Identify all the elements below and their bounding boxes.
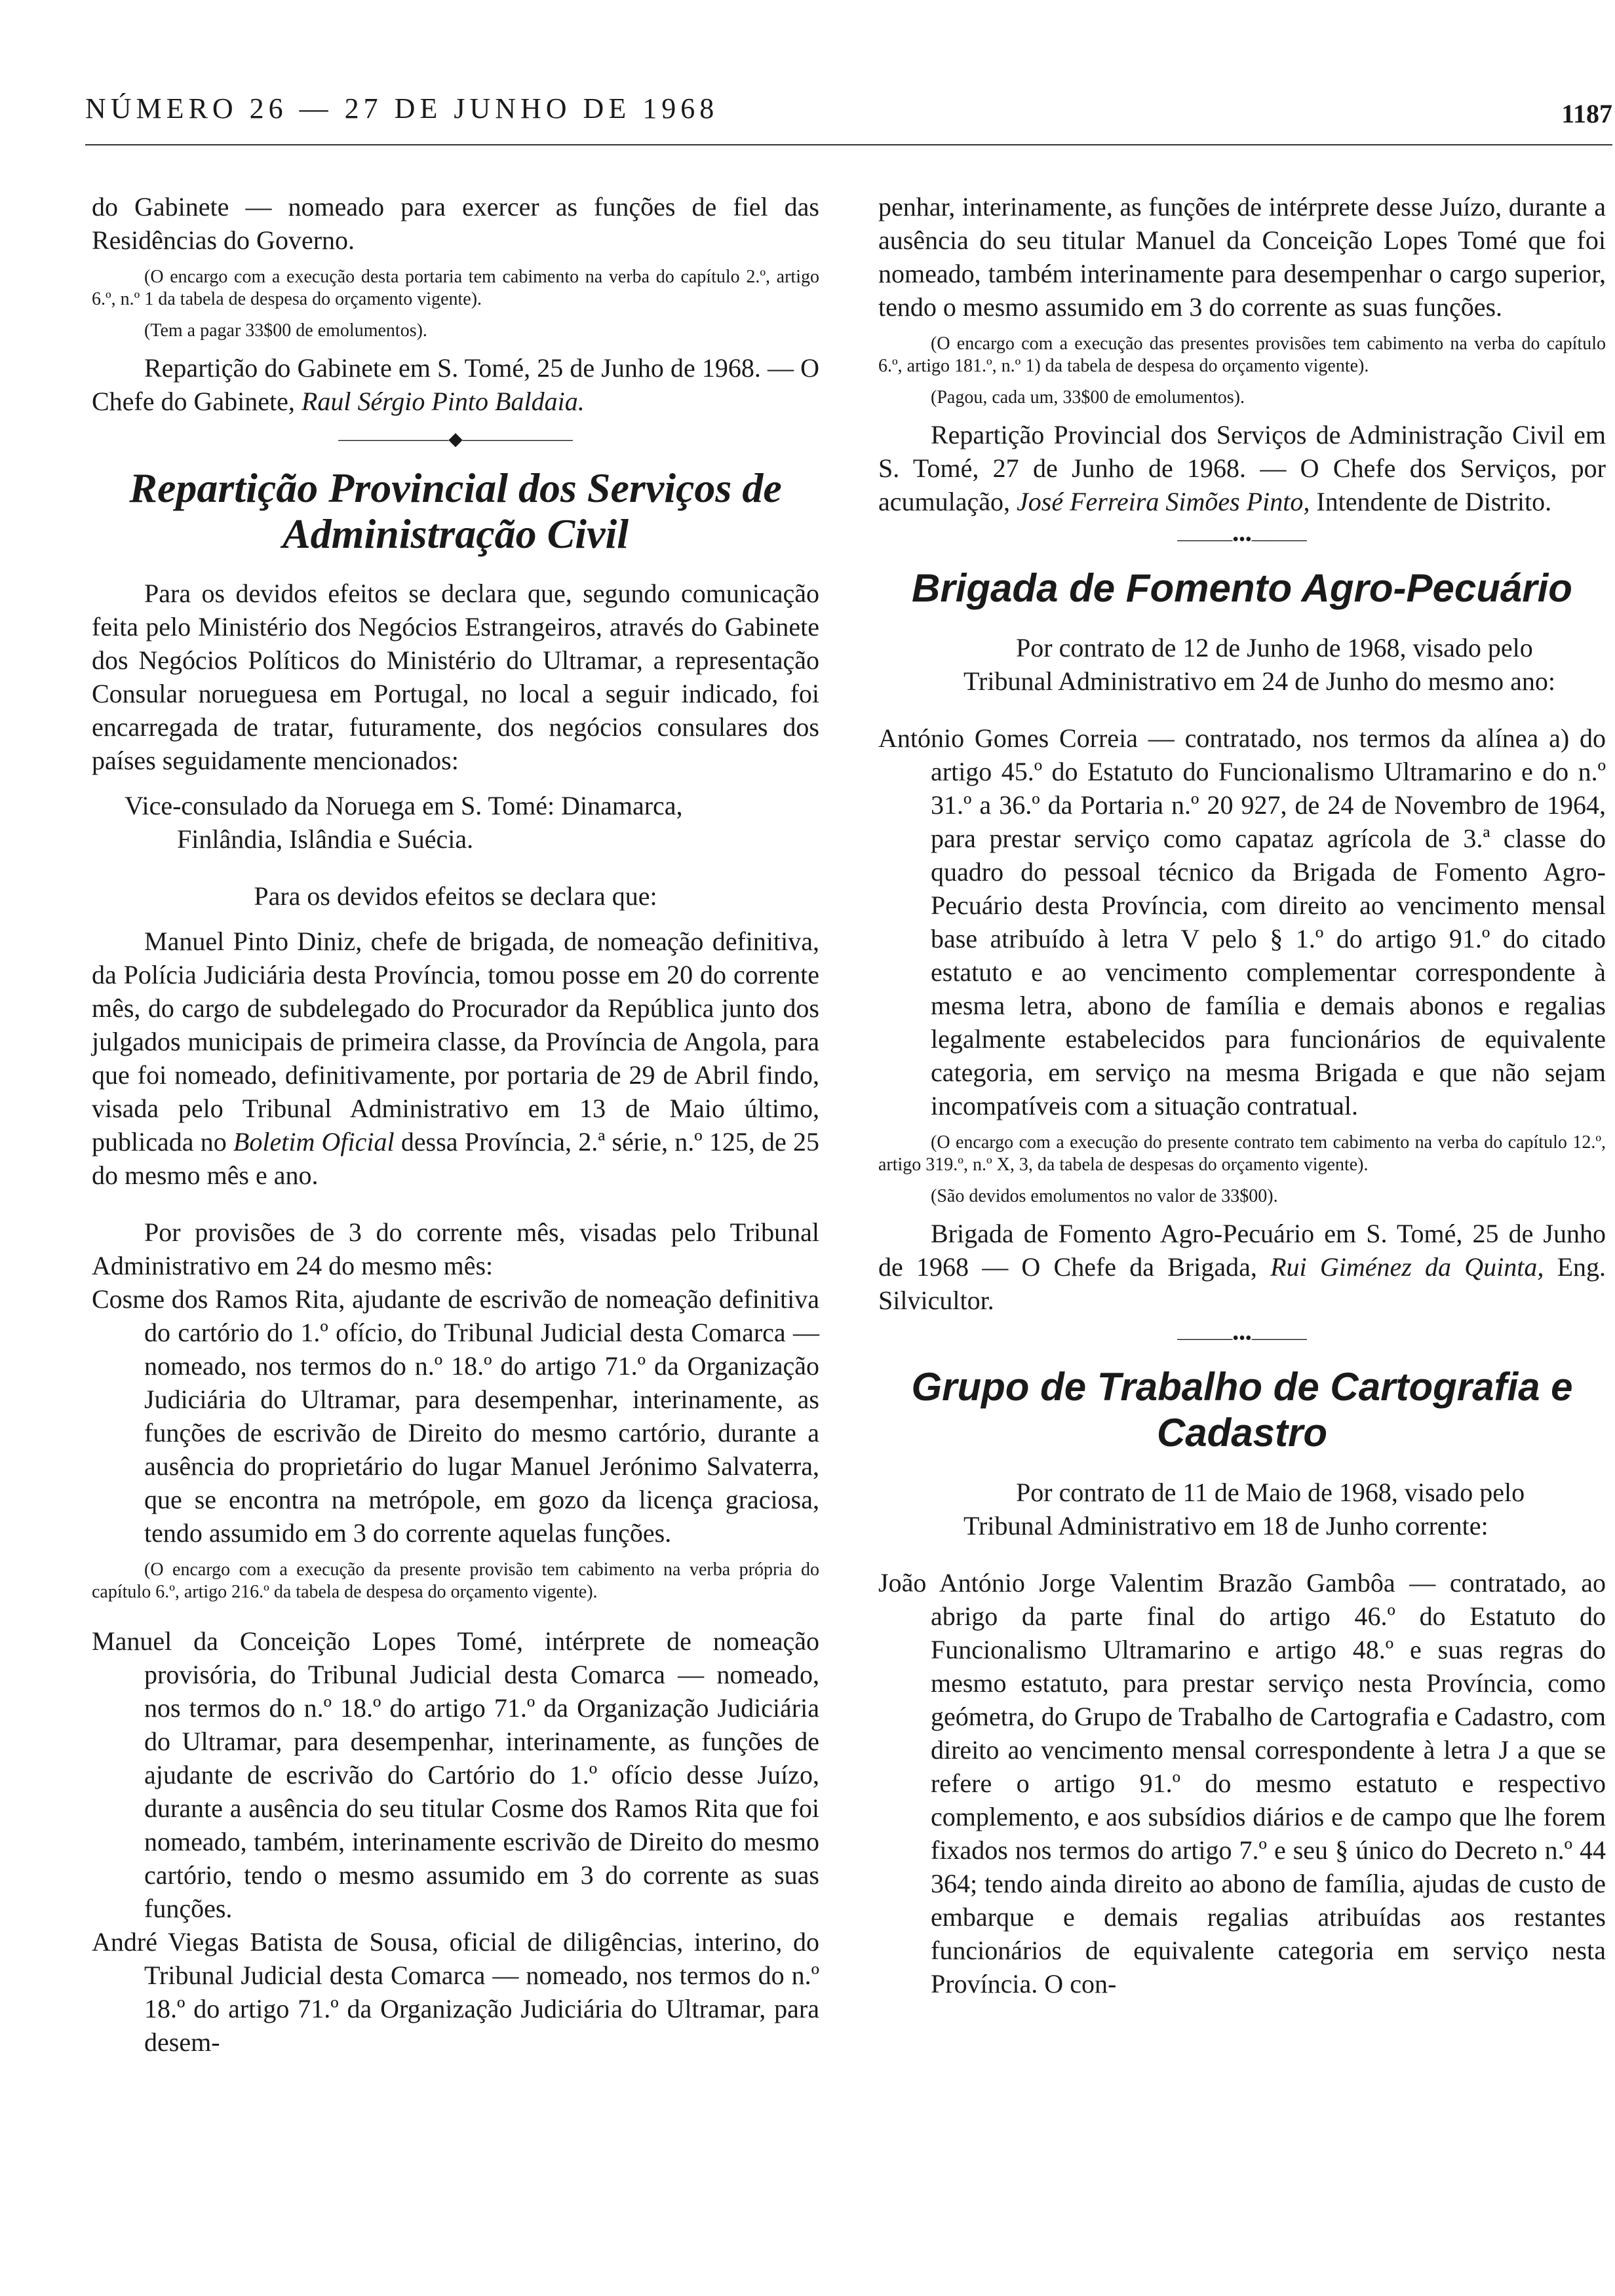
signature-name: José Ferreira Simões Pinto,	[1017, 487, 1310, 516]
note: (São devidos emolumentos no valor de 33$00).	[931, 1186, 1278, 1206]
paragraph: André Viegas Batista de Sousa, oficial de diligências, interino, do Tribunal Judicial desta Comarca — nomeado, nos termos do n.º 18.º do artigo 71.º da Organização Judiciária do Ultramar, para desem-	[92, 1927, 819, 2057]
signature-text: Brigada de Fomento Agro-Pecuário em S. Tomé, 25 de Junho de 1968 — O Chefe da Brigada,	[878, 1219, 1606, 1282]
note: (O encargo com a execução do presente contrato tem cabimento na verba do capítulo 12.º, artigo 319.º, n.º X, 3, da tabela de despesas do orçamento vigente).	[878, 1132, 1606, 1175]
signature-name: Rui Giménez da Quinta,	[1270, 1252, 1544, 1282]
note: (O encargo com a execução desta portaria tem cabimento na verba do capítulo 2.º, artigo 6.º, n.º 1 da tabela de despesa do orçamento vigente).	[92, 267, 819, 309]
paragraph	[92, 925, 819, 1192]
paragraph: Por provisões de 3 do corrente mês, visadas pelo Tribunal Administrativo em 24 do mesmo mês:	[92, 1217, 819, 1280]
continued-paragraph: penhar, interinamente, as funções de intérprete desse Juízo, durante a ausência do seu titular Manuel da Conceição Lopes Tomé que foi nomeado, também interinamente para desempenhar o cargo superior, tendo o mesmo assumido em 3 do corrente as suas funções.	[878, 192, 1606, 322]
publication-title: Boletim Oficial	[233, 1127, 395, 1157]
signature-name: Raul Sérgio Pinto Baldaia.	[301, 387, 585, 416]
paragraph: Vice-consulado da Noruega em S. Tomé: Dinamarca, Finlândia, Islândia e Suécia.	[125, 791, 683, 854]
paragraph: Para os devidos efeitos se declara que, segundo comunicação feita pelo Ministério dos Negócios Estrangeiros, através do Gabinete dos Negócios Políticos do Ministério do Ultramar, a representação Consular norueguesa em Portugal, no local a seguir indicado, foi encarregada de tratar, futuramente, dos negócios consulares dos países seguidamente mencionados:	[92, 579, 819, 775]
right-column	[878, 190, 1606, 2000]
continued-paragraph: do Gabinete — nomeado para exercer as funções de fiel das Residências do Governo.	[92, 192, 819, 255]
paragraph: Cosme dos Ramos Rita, ajudante de escrivão de nomeação definitiva do cartório do 1.º ofício, do Tribunal Judicial desta Comarca — nomeado, nos termos do n.º 18.º do artigo 71.º da Organização Judiciária do Ultramar, para desempenhar, interinamente, as funções de escrivão de Direito do mesmo cartório, durante a ausência do proprietário do lugar Manuel Jerónimo Salvaterra, que se encontra na metrópole, em gozo da licença graciosa, tendo assumido em 3 do corrente aquelas funções.	[92, 1284, 819, 1548]
note: (O encargo com a execução das presentes provisões tem cabimento na verba do capítulo 6.º, artigo 181.º, n.º 1) da tabela de despesa do orçamento vigente).	[878, 334, 1606, 376]
section-divider: ———•••———	[1177, 529, 1307, 550]
section-title: Brigada de Fomento Agro-Pecuário	[912, 566, 1572, 610]
paragraph: Por contrato de 11 de Maio de 1968, visado pelo Tribunal Administrativo em 18 de Junho corrente:	[963, 1478, 1525, 1540]
section-title: Repartição Provincial dos Serviços de Administração Civil	[129, 465, 782, 557]
note: (Tem a pagar 33$00 de emolumentos).	[144, 320, 427, 341]
signature-block	[878, 418, 1606, 518]
left-column	[92, 190, 819, 2059]
paragraph-text: Manuel Pinto Diniz, chefe de brigada, de nomeação definitiva, da Polícia Judiciária desta Província, tomou posse em 20 do corrente mês, do cargo de subdelegado do Procurador da República junto dos julgados municipais de primeira classe, da Província de Angola, para que foi nomeado, definitivamente, por portaria de 29 de Abril findo, visada pelo Tribunal Administrativo em 13 de Maio último, publicada no	[92, 927, 819, 1157]
signature-block	[92, 351, 819, 418]
signature-text: Repartição do Gabinete em S. Tomé, 25 de Junho de 1968. — O Chefe do Gabinete,	[92, 353, 819, 416]
signature-title: Eng. Silvicultor.	[878, 1252, 1606, 1315]
paragraph: Por contrato de 12 de Junho de 1968, visado pelo Tribunal Administrativo em 24 de Junho do mesmo ano:	[963, 633, 1555, 696]
paragraph-text: dessa Província, 2.ª série, n.º 125, de 25 do mesmo mês e ano.	[92, 1127, 820, 1190]
page-header	[85, 92, 1612, 145]
issue-line: NÚMERO 26 — 27 DE JUNHO DE 1968	[85, 92, 719, 124]
page-number: 1187	[1561, 99, 1612, 128]
signature-title: Intendente de Distrito.	[1316, 487, 1552, 516]
note: (Pagou, cada um, 33$00 de emolumentos).	[931, 387, 1245, 408]
paragraph: António Gomes Correia — contratado, nos termos da alínea a) do artigo 45.º do Estatuto do Funcionalismo Ultramarino e do n.º 31.º a 36.º da Portaria n.º 20 927, de 24 de Novembro de 1964, para prestar serviço como capataz agrícola de 3.ª classe do quadro do pessoal técnico da Brigada de Fomento Agro-Pecuário desta Província, com direito ao vencimento mensal base atribuído à letra V pelo § 1.º do artigo 91.º do citado estatuto e ao vencimento complementar correspondente à mesma letra, abono de família e demais abonos e regalias legalmente estabelecidos para funcionários de equivalente categoria, em serviço na mesma Brigada e que não sejam incompatíveis com a situação contratual.	[878, 723, 1606, 1120]
section-title: Grupo de Trabalho de Cartografia e Cadastro	[911, 1365, 1573, 1455]
paragraph: João António Jorge Valentim Brazão Gambôa — contratado, ao abrigo da parte final do artigo 46.º do Estatuto do Funcionalismo Ultramarino e artigo 48.º e suas regras do mesmo estatuto, para prestar serviço nesta Província, como geómetra, do Grupo de Trabalho de Cartografia e Cadastro, com direito ao vencimento mensal correspondente à letra J a que se refere o artigo 91.º do mesmo estatuto e respectivo complemento, e aos subsídios diários e de campo que lhe forem fixados nos termos do artigo 7.º e seu § único do Decreto n.º 44 364; tendo ainda direito ao abono de família, ajudas de custo de embarque e demais regalias atribuídas aos restantes funcionários de equivalente categoria em serviço nesta Província. O con-	[878, 1568, 1606, 1999]
paragraph: Para os devidos efeitos se declara que:	[254, 881, 657, 911]
note: (O encargo com a execução da presente provisão tem cabimento na verba própria do capítulo 6.º, artigo 216.º da tabela de despesa do orçamento vigente).	[92, 1559, 819, 1602]
signature-block	[878, 1217, 1606, 1317]
signature-text: Repartição Provincial dos Serviços de Administração Civil em S. Tomé, 27 de Junho de 1968. — O Chefe dos Serviços, por acumulação,	[878, 420, 1606, 516]
section-divider: ———•••———	[1177, 1328, 1307, 1349]
section-divider: ——————◆——————	[338, 429, 573, 450]
paragraph: Manuel da Conceição Lopes Tomé, intérprete de nomeação provisória, do Tribunal Judicial desta Comarca — nomeado, nos termos do n.º 18.º do artigo 71.º da Organização Judiciária do Ultramar, para desempenhar, interinamente, as funções de ajudante de escrivão do Cartório do 1.º ofício desse Juízo, durante a ausência do seu titular Cosme dos Ramos Rita que foi nomeado, também, interinamente escrivão de Direito do mesmo cartório, tendo o mesmo assumido em 3 do corrente as suas funções.	[92, 1626, 819, 1923]
